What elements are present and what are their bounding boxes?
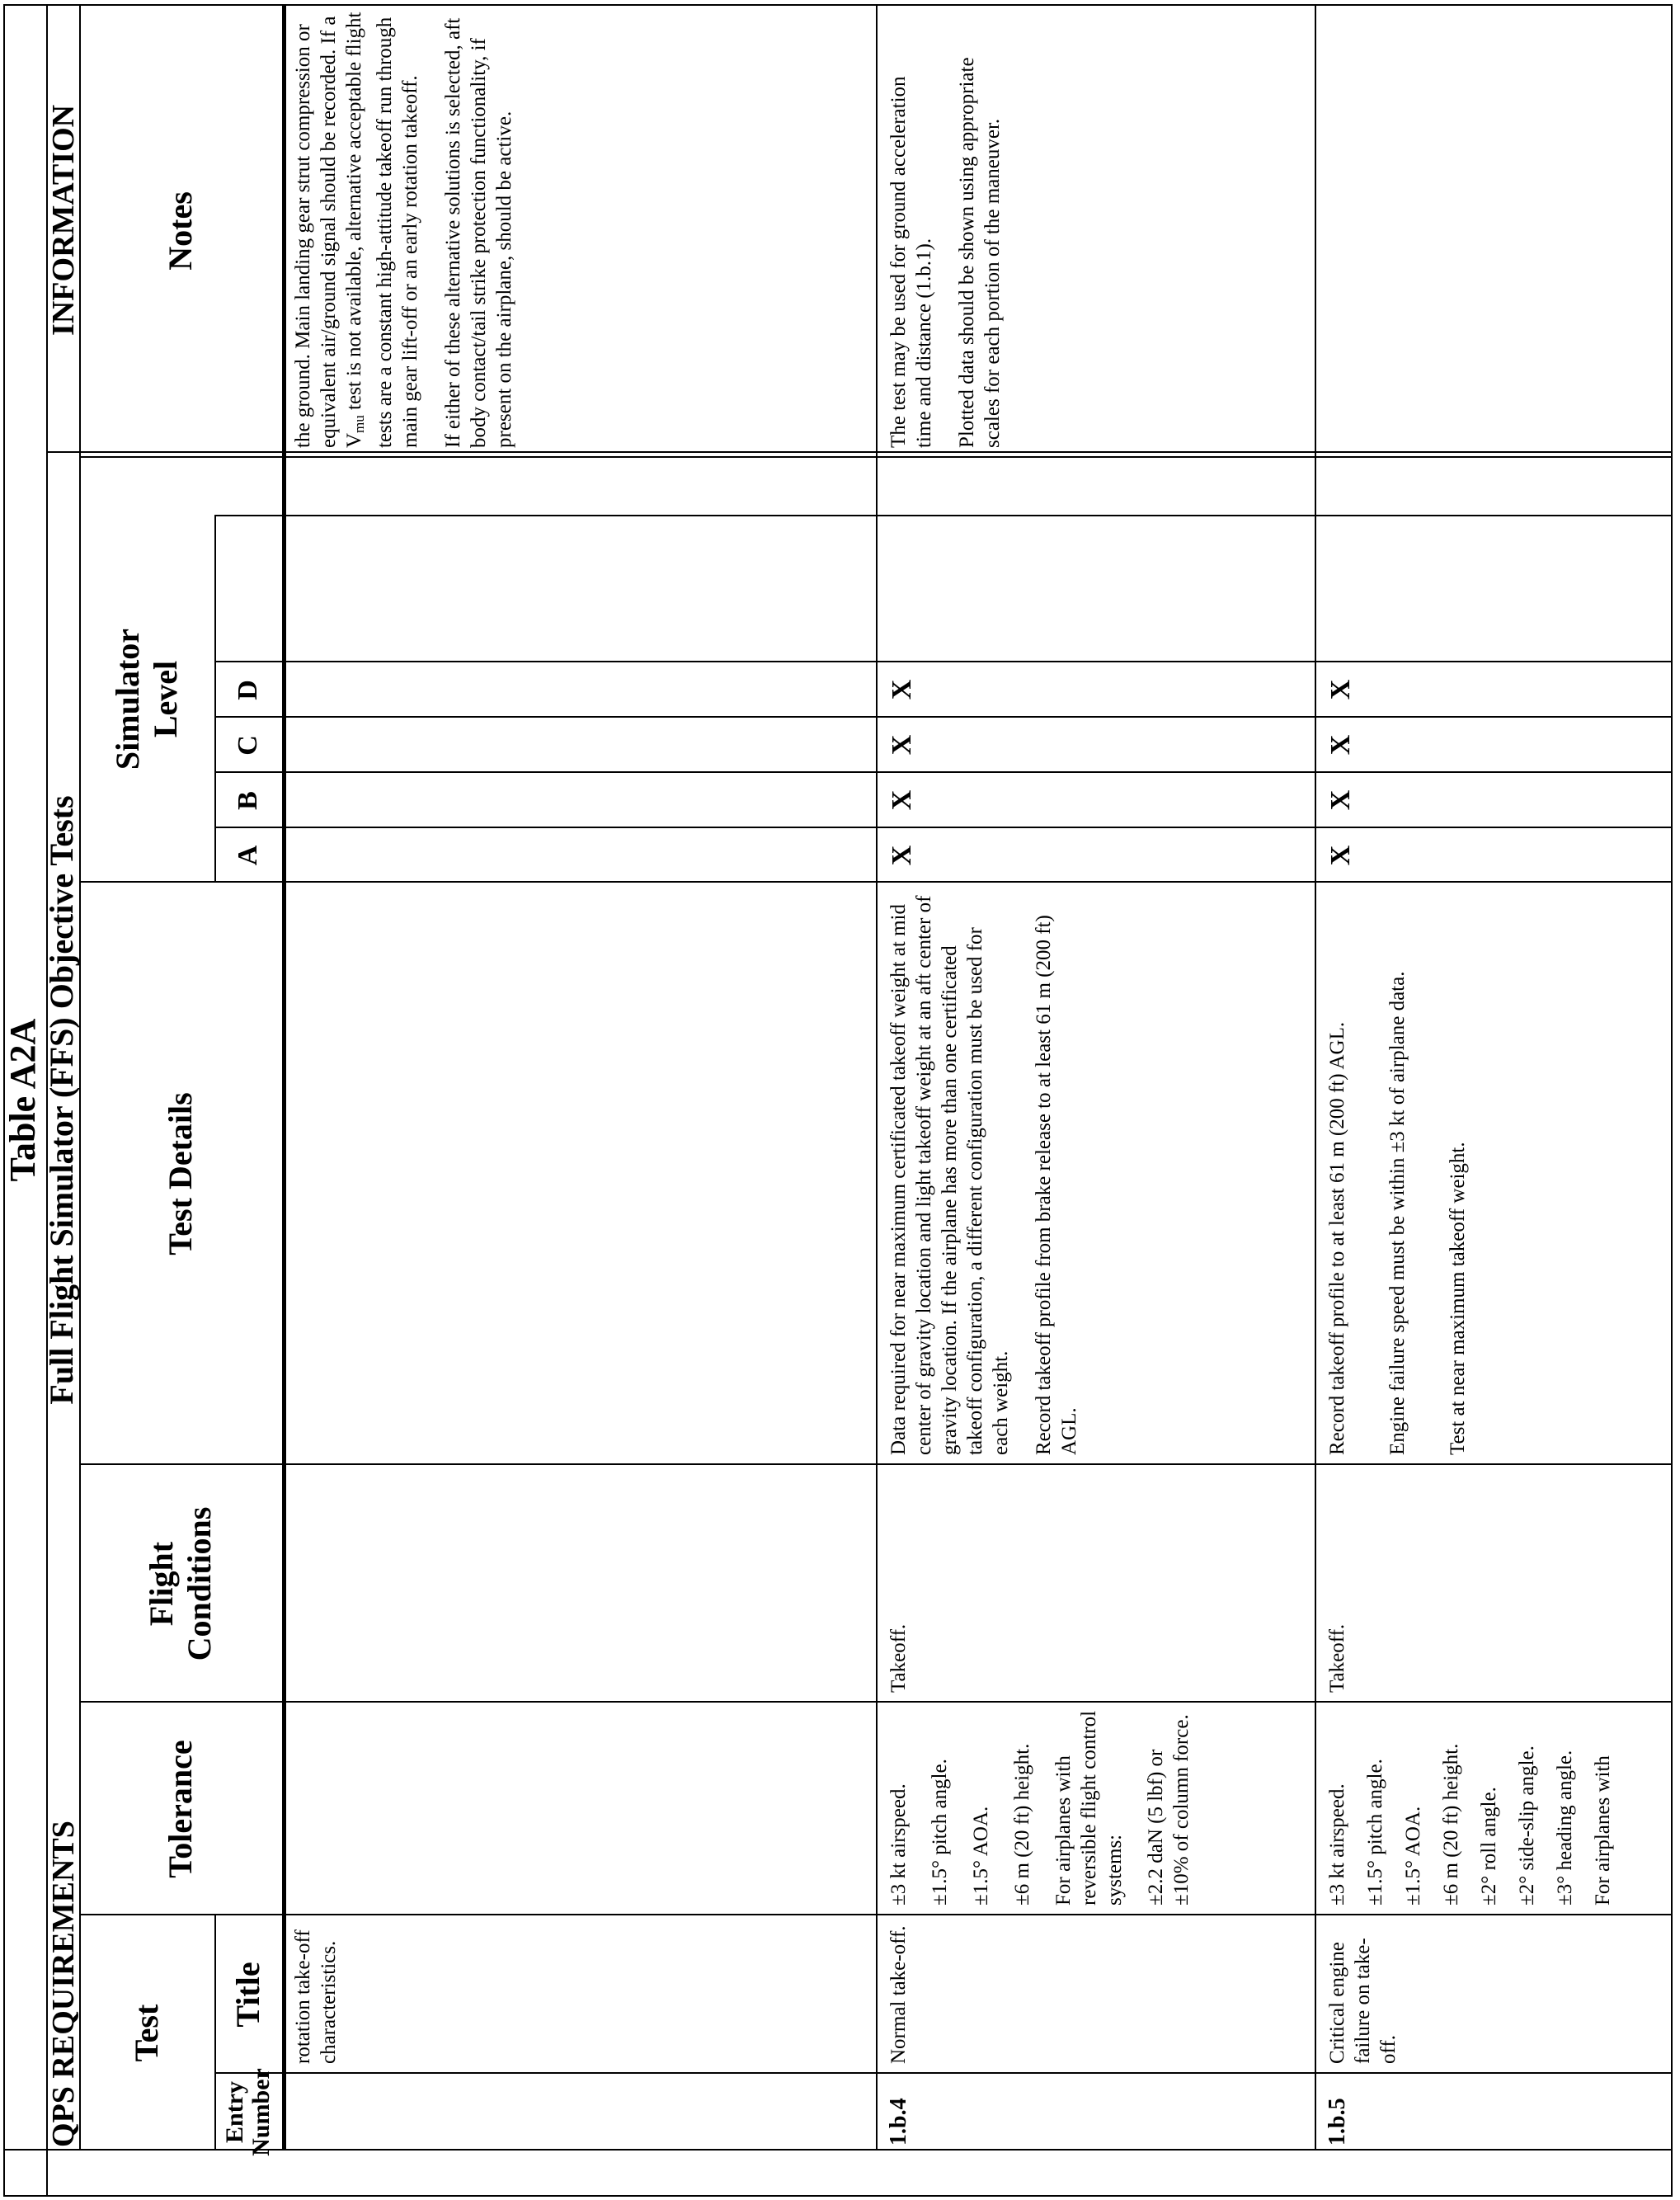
row1-flight-conditions: Takeoff. xyxy=(887,1623,910,1693)
row1-tolerance-item: ±1.5° pitch angle. xyxy=(929,1759,951,1906)
row2-level-b: X xyxy=(1325,789,1356,811)
row2-level-d: X xyxy=(1325,679,1356,700)
row1-tolerance-item: ±2.2 daN (5 lbf) or ±10% of column force. xyxy=(1145,1714,1193,1906)
tolerance-header: Tolerance xyxy=(162,1740,199,1878)
entry-number-header: Entry Number xyxy=(221,2068,275,2156)
row2-detail: Engine failure speed must be within ±3 kt of airplane data. xyxy=(1386,971,1409,1455)
row1-title: Normal take-off. xyxy=(887,1925,910,2064)
row1-tolerance-item: ±3 kt airspeed. xyxy=(887,1783,910,1906)
row1-level-b: X xyxy=(887,789,917,811)
row1-note: The test may be used for ground acceleration time and distance (1.b.1). xyxy=(887,76,935,448)
row1-detail: Record takeoff profile from brake release to at least 61 m (200 ft) AGL. xyxy=(1033,915,1080,1455)
row1-tolerance-item: For airplanes with reversible flight control systems: xyxy=(1052,1710,1126,1906)
level-d-header: D xyxy=(233,680,263,700)
row2-tolerance-item: For airplanes with xyxy=(1592,1755,1614,1906)
row1-detail: Data required for near maximum certificated takeoff weight at mid center of gravity location and light takeoff weight at an aft center of gravity location. If the airplane has more than one certificated takeoff configuration, a different configuration must be used for each weight. xyxy=(887,895,1012,1455)
row2-tolerance-item: ±3 kt airspeed. xyxy=(1326,1783,1348,1906)
row2-tolerance xyxy=(1325,1704,1616,1906)
row2-test-details xyxy=(1325,888,1488,1455)
rule xyxy=(214,771,1673,773)
row1-tolerance-item: ±6 m (20 ft) height. xyxy=(1011,1743,1033,1906)
row2-tolerance-item: ±1.5° AOA. xyxy=(1402,1806,1424,1906)
row2-title: Critical engine failure on take-off. xyxy=(1326,1938,1400,2064)
level-c-header: C xyxy=(233,735,263,756)
row1-test-details xyxy=(886,888,1099,1455)
flight-conditions-header: Flight Conditions xyxy=(143,1506,218,1661)
row2-detail: Record takeoff profile to at least 61 m (200 ft) AGL. xyxy=(1326,1021,1348,1455)
row-separator xyxy=(1315,4,1316,2151)
row2-level-a: X xyxy=(1325,845,1356,866)
row1-entry-number: 1.b.4 xyxy=(886,2098,911,2146)
row2-detail: Test at near maximum takeoff weight. xyxy=(1447,1142,1469,1455)
row2-tolerance-item: ±2° side-slip angle. xyxy=(1516,1745,1538,1906)
header-separator xyxy=(282,4,286,2151)
row1-notes xyxy=(886,35,1023,448)
row2-flight-conditions: Takeoff. xyxy=(1326,1623,1348,1693)
row2-tolerance-item: ±2° roll angle. xyxy=(1478,1787,1500,1906)
rule xyxy=(214,716,1673,718)
row1-tolerance xyxy=(886,1704,1210,1906)
rule xyxy=(214,661,1673,662)
row0-notes xyxy=(290,9,534,448)
notes-header: Notes xyxy=(162,191,199,271)
table-title: Table A2A xyxy=(2,1018,43,1182)
row1-level-c: X xyxy=(887,734,917,756)
qps-band: QPS REQUIREMENTS xyxy=(46,1821,81,2147)
row0-note-1: the ground. Main landing gear strut compression or equivalent air/ground signal should be recorded. If a V xyxy=(292,16,365,448)
row1-level-d: X xyxy=(887,679,917,700)
row1-level-a: X xyxy=(887,845,917,866)
row2-tolerance-item: ±3° heading angle. xyxy=(1554,1750,1576,1906)
rule xyxy=(214,2072,1673,2074)
row0-note-1b: test is not available, alternative acceptable flight tests are a constant high-attitude takeoff run through main gear lift-off or an early rotation takeoff. xyxy=(343,12,421,448)
test-header: Test xyxy=(128,2004,165,2062)
row-separator xyxy=(876,4,878,2151)
simulator-level-header: Simulator Level xyxy=(109,628,184,770)
level-a-header: A xyxy=(233,845,263,866)
title-header: Title xyxy=(229,1962,266,2028)
level-b-header: B xyxy=(233,791,263,810)
row2-tolerance-item: ±1.5° pitch angle. xyxy=(1364,1759,1386,1906)
test-details-header: Test Details xyxy=(162,1092,199,1255)
row0-note-2: If either of these alternative solutions is selected, aft body contact/tail strike protection functionality, if present on the airplane, should be active. xyxy=(442,17,515,448)
rule xyxy=(214,515,1673,516)
row2-tolerance-item: ±6 m (20 ft) height. xyxy=(1440,1743,1462,1906)
row2-level-c: X xyxy=(1325,734,1356,756)
row1-tolerance-item: ±1.5° AOA. xyxy=(970,1806,992,1906)
row0-note-subscript: mu xyxy=(351,415,367,433)
row2-entry-number: 1.b.5 xyxy=(1325,2098,1350,2146)
information-band: INFORMATION xyxy=(46,104,81,336)
rule xyxy=(214,827,1673,828)
row1-note: Plotted data should be shown using appropriate scales for each portion of the maneuver. xyxy=(956,57,1004,448)
table-subtitle: Full Flight Simulator (FFS) Objective Tests xyxy=(43,795,80,1405)
row0-title: rotation take-off characteristics. xyxy=(292,1929,340,2064)
rule xyxy=(46,451,1673,453)
